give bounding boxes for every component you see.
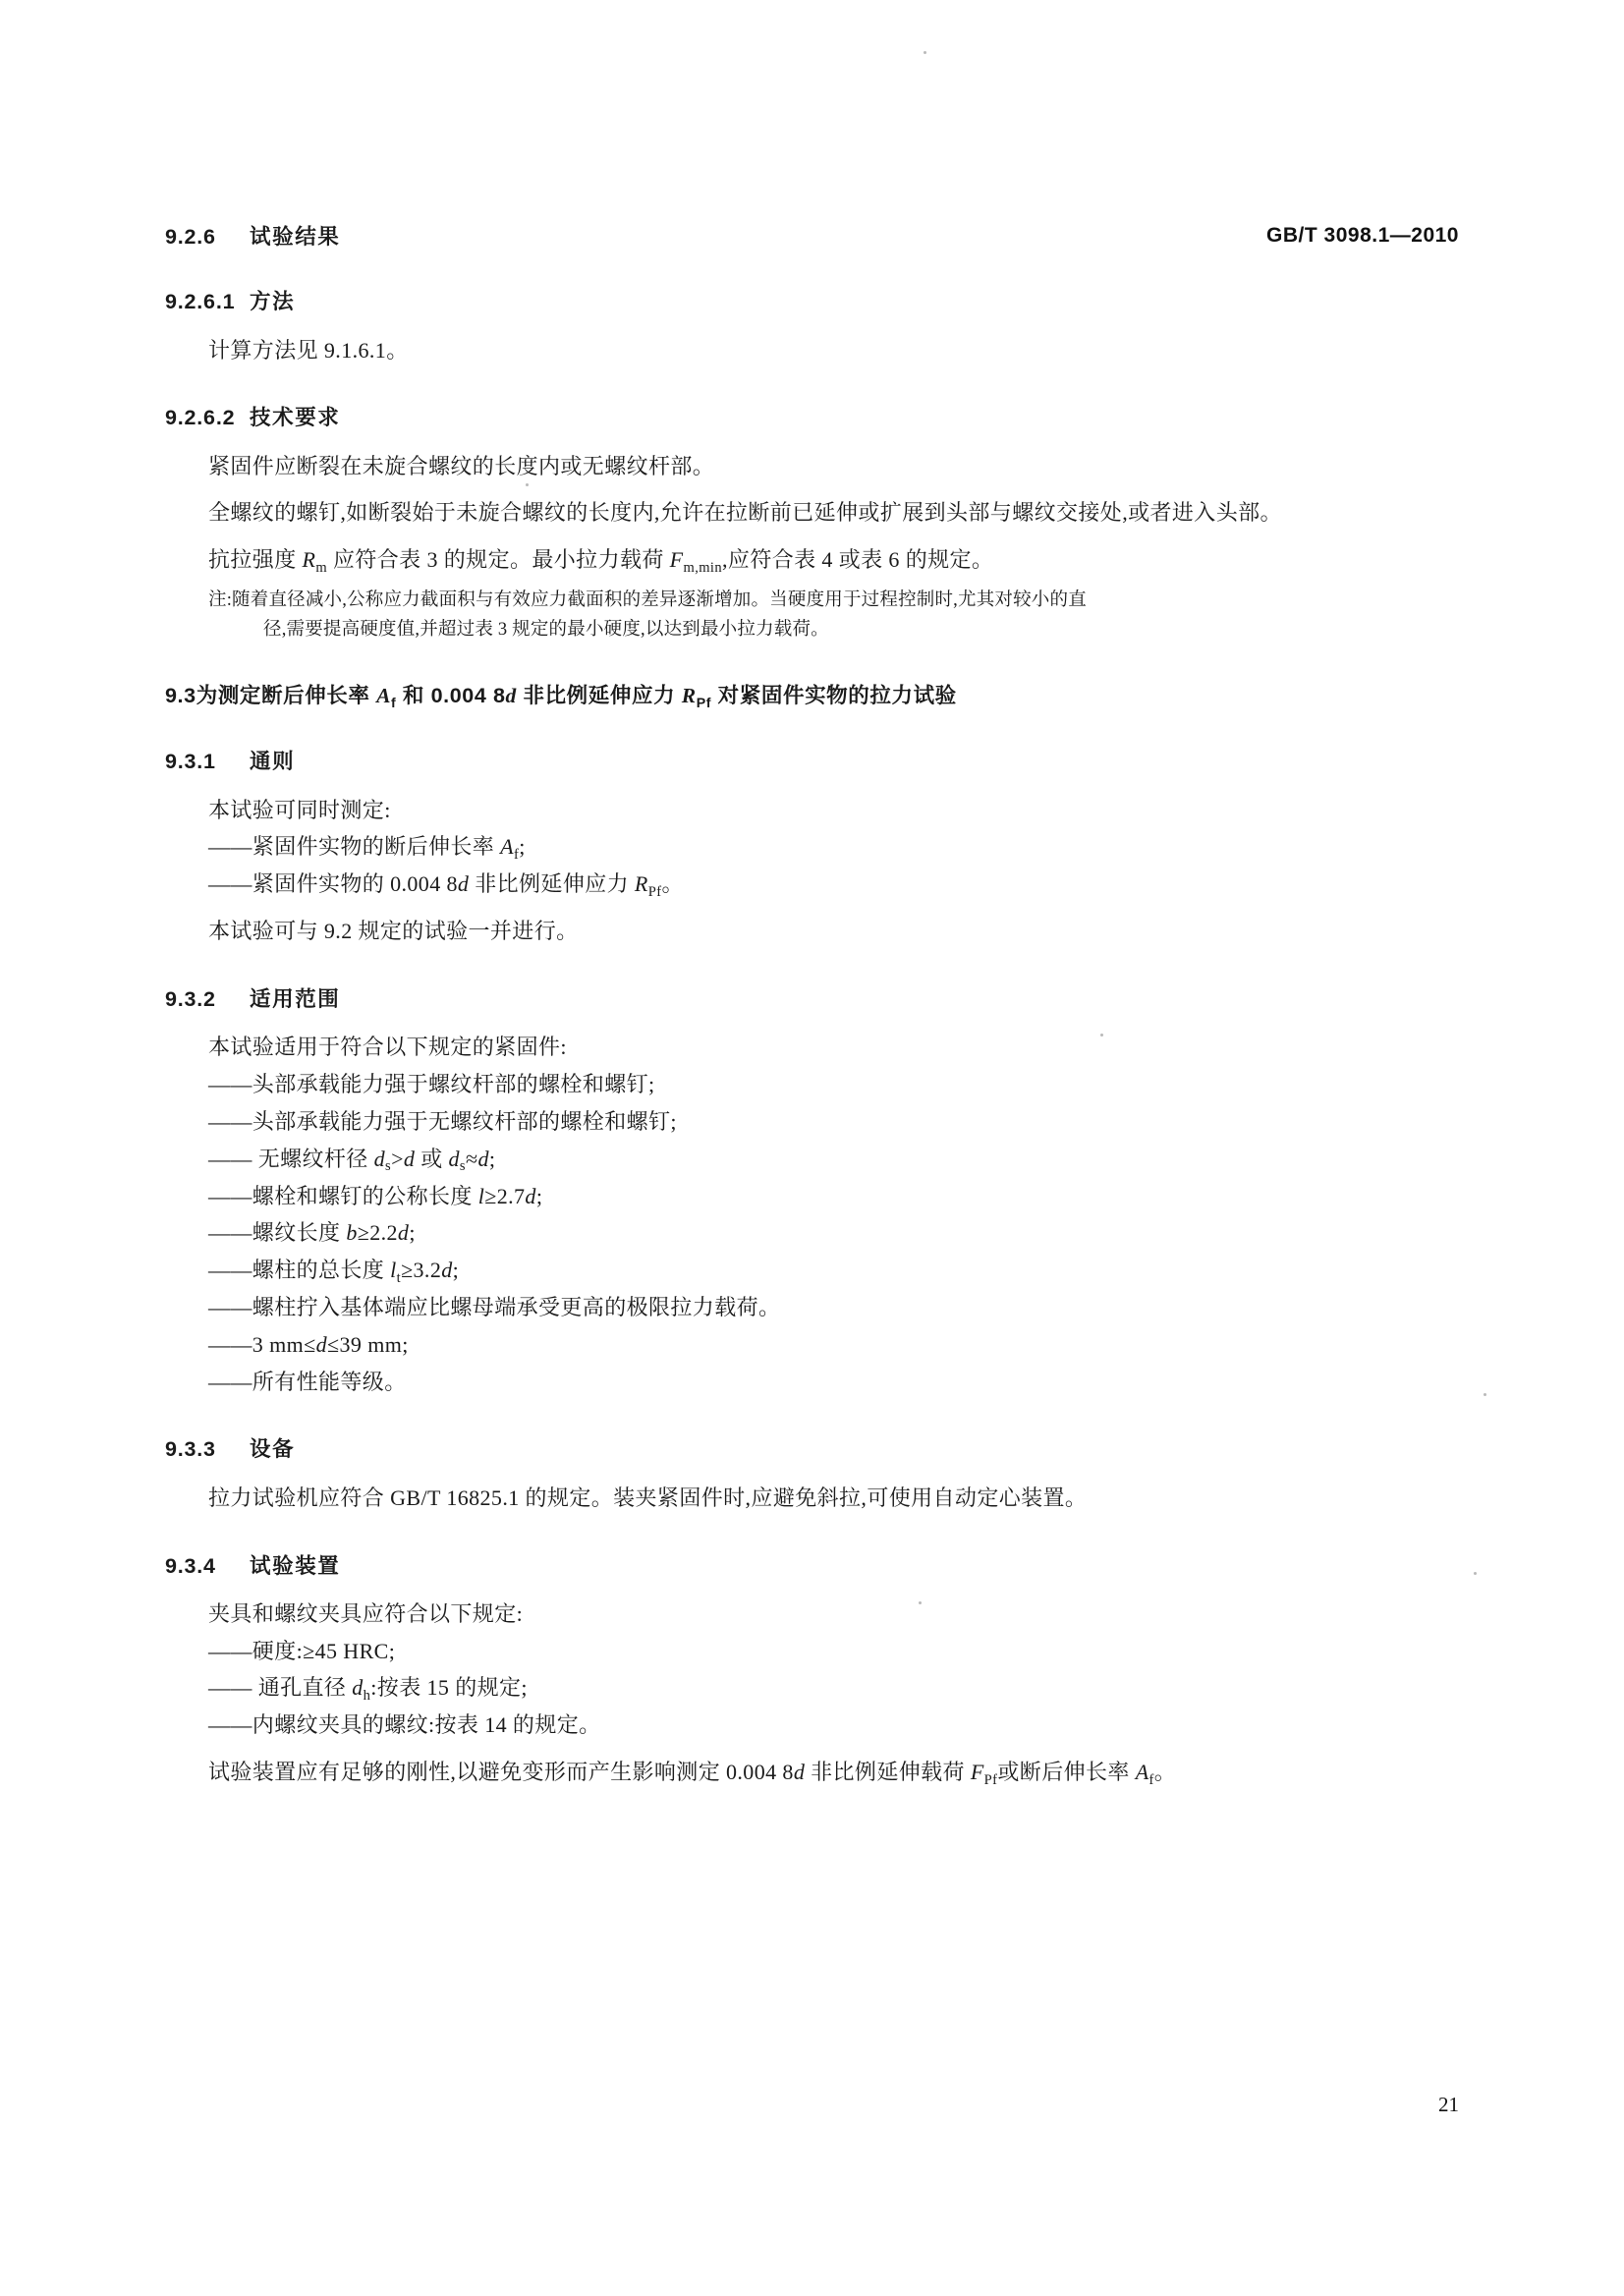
- list-item: ——紧固件实物的 0.004 8d 非比例延伸应力 $R_{Pf}$。: [208, 871, 684, 900]
- paragraph-931-intro: 本试验可同时测定:: [208, 797, 391, 822]
- paragraph-fracture-location: 紧固件应断裂在未旋合螺纹的长度内或无螺纹杆部。: [208, 453, 715, 478]
- paragraph-full-thread-screw: 全螺纹的螺钉,如断裂始于未旋合螺纹的长度内,允许在拉断前已延伸或扩展到头部与螺纹交接处,或者进入头部。: [208, 500, 1282, 526]
- heading-9-2-6: [165, 221, 1462, 252]
- heading-number: 9.2.6.1: [165, 290, 236, 314]
- note-label: 注:: [208, 590, 233, 611]
- paragraph-method: 计算方法见 9.1.6.1。: [208, 337, 409, 363]
- list-item: —— 无螺纹杆径 $d_s>d$ 或 $d_s\approx d$;: [208, 1146, 496, 1175]
- list-item: ——螺柱的总长度 $l_t\ge 3.2d$;: [208, 1258, 460, 1286]
- paragraph-tensile-strength: 抗拉强度 $R_m$ 应符合表 3 的规定。最小拉力载荷 $F_{m,min}$,应符合表 4 或表 6 的规定。: [208, 547, 994, 576]
- heading-9-2-6-2: [165, 402, 1462, 433]
- heading-title: 试验装置: [250, 1553, 341, 1578]
- heading-9-3-3: [165, 1433, 1462, 1465]
- standard-number-header: GB/T 3098.1—2010: [1266, 224, 1459, 247]
- scan-artifact-dot: [1484, 1393, 1486, 1396]
- heading-title: 技术要求: [250, 406, 341, 430]
- heading-9-3-4: [165, 1550, 1462, 1582]
- list-item: ——硬度:≥45 HRC;: [208, 1638, 396, 1663]
- heading-title: 适用范围: [250, 986, 341, 1011]
- paragraph-932-intro: 本试验适用于符合以下规定的紧固件:: [208, 1035, 567, 1060]
- heading-title: 为测定断后伸长率 $A_f$ 和 0.004 8d 非比例延伸应力 $R_{Pf}$ 对紧固件实物的拉力试验: [196, 684, 957, 711]
- page-number: 21: [1438, 2093, 1459, 2116]
- list-item: —— 通孔直径 $d_h$:按表 15 的规定;: [208, 1675, 528, 1705]
- heading-title: 设备: [250, 1437, 296, 1462]
- heading-number: 9.2.6: [165, 225, 216, 249]
- list-item: ——紧固件实物的断后伸长率 $A_f$;: [208, 834, 526, 864]
- list-item: ——所有性能等级。: [208, 1369, 407, 1394]
- list-item: ——头部承载能力强于螺纹杆部的螺栓和螺钉;: [208, 1072, 655, 1097]
- paragraph-934-end: 试验装置应有足够的刚性,以避免变形而产生影响测定 0.004 8d 非比例延伸载荷 $F_{Pf}$或断后伸长率 $A_f$。: [208, 1760, 1177, 1788]
- list-item: ——螺栓和螺钉的公称长度 l≥2.7d;: [208, 1183, 543, 1208]
- note-line-2: 径,需要提高硬度值,并超过表 3 规定的最小硬度,以达到最小拉力载荷。: [263, 620, 829, 641]
- heading-9-2-6-1: [165, 286, 1462, 317]
- heading-title: 方法: [250, 290, 296, 314]
- scan-artifact-dot: [924, 51, 926, 54]
- note-text-1: 随着直径减小,公称应力截面积与有效应力截面积的差异逐渐增加。当硬度用于过程控制时,尤其对较小的直: [232, 590, 1087, 611]
- list-item: ——螺纹长度 b≥2.2d;: [208, 1220, 416, 1246]
- heading-number: 9.3.3: [165, 1437, 216, 1462]
- heading-9-3-2: [165, 983, 1462, 1015]
- heading-title: 通则: [250, 750, 296, 774]
- document-body: [165, 221, 1462, 1791]
- scan-artifact-dot: [1474, 1572, 1477, 1575]
- list-item: ——内螺纹夹具的螺纹:按表 14 的规定。: [208, 1712, 601, 1738]
- heading-number: 9.2.6.2: [165, 406, 236, 430]
- list-item: ——3 mm≤d≤39 mm;: [208, 1331, 409, 1357]
- list-item: ——螺柱拧入基体端应比螺母端承受更高的极限拉力载荷。: [208, 1295, 781, 1319]
- list-item: ——头部承载能力强于无螺纹杆部的螺栓和螺钉;: [208, 1108, 677, 1134]
- paragraph-934-intro: 夹具和螺纹夹具应符合以下规定:: [208, 1600, 524, 1626]
- heading-9-3: [165, 679, 1462, 712]
- heading-9-3-1: [165, 746, 1462, 777]
- heading-number: 9.3.2: [165, 986, 216, 1011]
- heading-title: 试验结果: [250, 225, 341, 249]
- heading-number: 9.3: [165, 684, 196, 707]
- paragraph-933-equipment: 拉力试验机应符合 GB/T 16825.1 的规定。装夹紧固件时,应避免斜拉,可使用自动定心装置。: [208, 1484, 1088, 1510]
- note-block: [165, 587, 1462, 645]
- note-line-1: [208, 587, 1462, 616]
- heading-number: 9.3.1: [165, 750, 216, 774]
- paragraph-931-end: 本试验可与 9.2 规定的试验一并进行。: [208, 919, 579, 944]
- heading-number: 9.3.4: [165, 1553, 216, 1578]
